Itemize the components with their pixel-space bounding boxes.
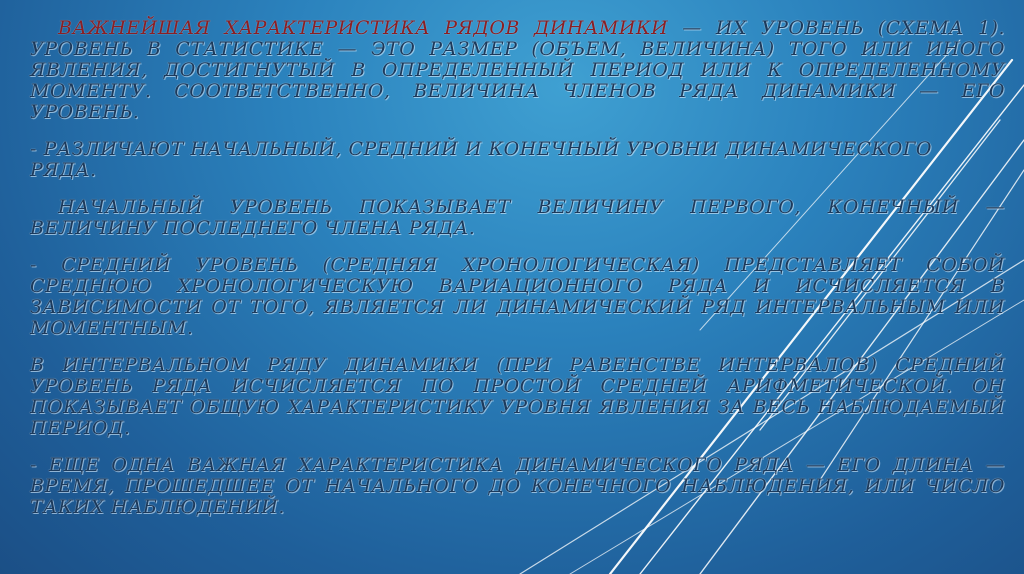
slide-text bbox=[30, 18, 1005, 534]
highlight-term: ВАЖНЕЙШАЯ ХАРАКТЕРИСТИКА РЯДОВ ДИНАМИКИ bbox=[58, 17, 669, 39]
paragraph-1-text: — ИХ УРОВЕНЬ (СХЕМА 1). УРОВЕНЬ В СТАТИСТИКЕ — ЭТО РАЗМЕР (ОБЪЕМ, ВЕЛИЧИНА) ТОГО ИЛИ ИНОГО ЯВЛЕНИЯ, ДОСТИГНУТЫЙ В ОПРЕДЕЛЕННЫЙ ПЕРИОД ИЛИ К ОПРЕДЕЛЕННОМУ МОМЕНТУ. СООТВЕТСТВЕННО, ВЕЛИЧИНА ЧЛЕНОВ РЯДА ДИНАМИКИ — ЕГО УРОВЕНЬ. bbox=[30, 17, 1005, 123]
paragraph-4: - СРЕДНИЙ УРОВЕНЬ (СРЕДНЯЯ ХРОНОЛОГИЧЕСКАЯ) ПРЕДСТАВЛЯЕТ СОБОЙ СРЕДНЮЮ ХРОНОЛОГИЧЕСКУЮ ВАРИАЦИОННОГО РЯДА И ИСЧИСЛЯЕТСЯ В ЗАВИСИМОСТИ ОТ ТОГО, ЯВЛЯЕТСЯ ЛИ ДИНАМИЧЕСКИЙ РЯД ИНТЕРВАЛЬНЫМ ИЛИ МОМЕНТНЫМ. bbox=[30, 254, 1005, 339]
paragraph-2: - РАЗЛИЧАЮТ НАЧАЛЬНЫЙ, СРЕДНИЙ И КОНЕЧНЫЙ УРОВНИ ДИНАМИЧЕСКОГО РЯДА. bbox=[30, 138, 932, 181]
paragraph-1 bbox=[30, 18, 1005, 123]
paragraph-5: В ИНТЕРВАЛЬНОМ РЯДУ ДИНАМИКИ (ПРИ РАВЕНСТВЕ ИНТЕРВАЛОВ) СРЕДНИЙ УРОВЕНЬ РЯДА ИСЧИСЛЯЕТСЯ ПО ПРОСТОЙ СРЕДНЕЙ АРИФМЕТИЧЕСКОЙ. ОН ПОКАЗЫВАЕТ ОБЩУЮ ХАРАКТЕРИСТИКУ УРОВНЯ ЯВЛЕНИЯ ЗА ВЕСЬ НАБЛЮДАЕМЫЙ ПЕРИОД. bbox=[30, 354, 1005, 439]
paragraph-3: НАЧАЛЬНЫЙ УРОВЕНЬ ПОКАЗЫВАЕТ ВЕЛИЧИНУ ПЕРВОГО, КОНЕЧНЫЙ — ВЕЛИЧИНУ ПОСЛЕДНЕГО ЧЛЕНА РЯДА. bbox=[30, 196, 1005, 239]
paragraph-6: - ЕЩЕ ОДНА ВАЖНАЯ ХАРАКТЕРИСТИКА ДИНАМИЧЕСКОГО РЯДА — ЕГО ДЛИНА — ВРЕМЯ, ПРОШЕДШЕЕ ОТ НАЧАЛЬНОГО ДО КОНЕЧНОГО НАБЛЮДЕНИЯ, ИЛИ ЧИСЛО ТАКИХ НАБЛЮДЕНИЙ. bbox=[30, 454, 1005, 518]
